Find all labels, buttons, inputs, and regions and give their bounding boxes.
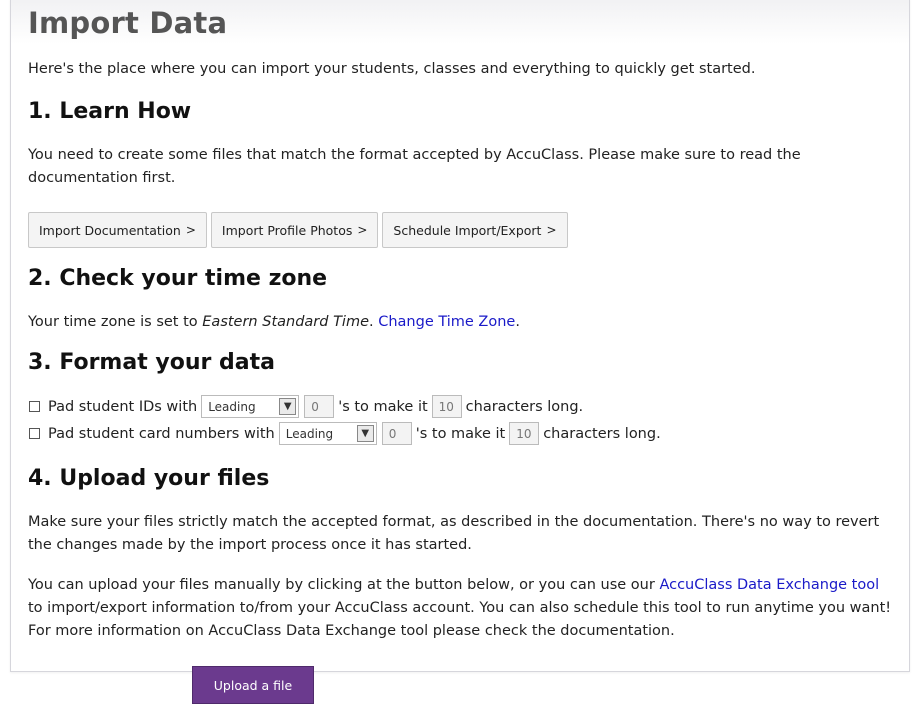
chevron-right-icon: > bbox=[546, 223, 557, 237]
upload-file-button[interactable]: Upload a file bbox=[192, 666, 314, 704]
upload-info-text bbox=[28, 574, 894, 643]
pad-middle-text: 's to make it bbox=[415, 425, 506, 442]
pad-student-ids-row bbox=[28, 395, 583, 418]
pad-card-numbers-checkbox[interactable] bbox=[29, 428, 40, 439]
timezone-text bbox=[28, 311, 520, 334]
timezone-value: Eastern Standard Time bbox=[202, 314, 369, 330]
chevron-right-icon: > bbox=[357, 223, 368, 237]
pad-end-text: characters long. bbox=[543, 425, 661, 442]
import-documentation-label: Import Documentation bbox=[39, 222, 181, 238]
pad-end-text: characters long. bbox=[465, 398, 584, 415]
page-title: Import Data bbox=[28, 6, 228, 40]
learn-text: You need to create some files that match the format accepted by AccuClass. Please make sure to read the documentation first. bbox=[28, 147, 801, 186]
timezone-suffix: . bbox=[515, 314, 520, 330]
schedule-import-export-label: Schedule Import/Export bbox=[393, 222, 542, 238]
data-exchange-tool-link[interactable]: AccuClass Data Exchange tool bbox=[659, 577, 880, 593]
upload-more-info: For more information on AccuClass Data Exchange tool please check the documentation. bbox=[28, 623, 675, 639]
upload-heading: 4. Upload your files bbox=[28, 466, 270, 491]
import-profile-photos-button[interactable] bbox=[211, 212, 379, 248]
pad-card-numbers-char-input[interactable]: 0 bbox=[382, 422, 412, 445]
pad-student-ids-checkbox[interactable] bbox=[29, 401, 40, 412]
import-documentation-button[interactable] bbox=[28, 212, 207, 248]
chevron-down-icon: ▼ bbox=[279, 398, 296, 415]
intro-text: Here's the place where you can import your students, classes and everything to quickly get started. bbox=[28, 61, 756, 77]
import-profile-photos-label: Import Profile Photos bbox=[221, 222, 353, 238]
upload-text-before-link: You can upload your files manually by clicking at the button below, or you can use our bbox=[28, 577, 660, 593]
change-time-zone-link[interactable]: Change Time Zone bbox=[378, 314, 516, 330]
timezone-heading: 2. Check your time zone bbox=[28, 266, 328, 291]
pad-student-ids-char-input[interactable]: 0 bbox=[304, 395, 334, 418]
format-heading: 3. Format your data bbox=[28, 350, 275, 375]
chevron-down-icon: ▼ bbox=[357, 425, 374, 442]
upload-text-after-link: to import/export information to/from your AccuClass account. You can also schedule this tool to run anytime you want! bbox=[28, 600, 892, 616]
timezone-prefix: Your time zone is set to bbox=[28, 314, 203, 330]
schedule-import-export-button[interactable] bbox=[382, 212, 567, 248]
pad-card-numbers-row bbox=[28, 422, 661, 445]
pad-card-numbers-length-input[interactable]: 10 bbox=[509, 422, 539, 445]
pad-student-ids-mode-select[interactable] bbox=[201, 395, 299, 418]
learn-heading: 1. Learn How bbox=[28, 99, 192, 124]
pad-card-numbers-mode-select[interactable] bbox=[279, 422, 377, 445]
pad-mode-value: Leading bbox=[285, 426, 334, 441]
pad-card-numbers-label: Pad student card numbers with bbox=[48, 425, 275, 442]
import-card bbox=[10, 0, 910, 672]
timezone-separator: . bbox=[369, 314, 379, 330]
documentation-buttons bbox=[28, 212, 568, 248]
chevron-right-icon: > bbox=[185, 223, 196, 237]
pad-mode-value: Leading bbox=[208, 399, 256, 414]
pad-student-ids-label: Pad student IDs with bbox=[48, 398, 198, 415]
pad-student-ids-length-input[interactable]: 10 bbox=[432, 395, 462, 418]
upload-warning-text: Make sure your files strictly match the accepted format, as described in the documentation. There's no way to revert the changes made by the import process once it has started. bbox=[28, 514, 880, 553]
pad-middle-text: 's to make it bbox=[338, 398, 428, 415]
